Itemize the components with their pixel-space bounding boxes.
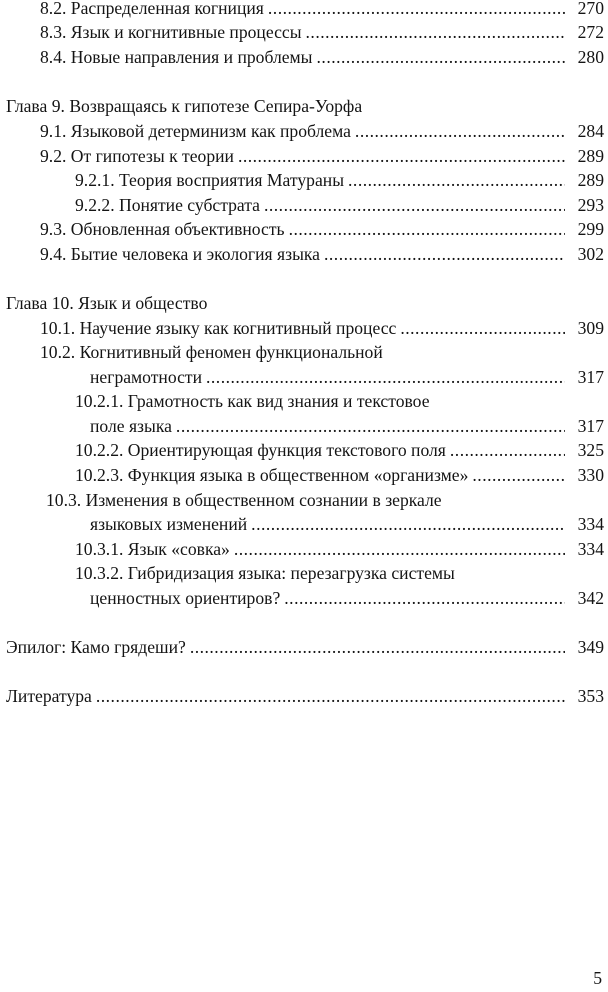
dot-leader [268, 0, 565, 21]
dot-leader [472, 462, 565, 488]
toc-entry-title: неграмотности [90, 367, 202, 387]
toc-entry-page: 293 [577, 195, 604, 215]
dot-leader [190, 634, 565, 660]
toc-entry-9-4 [0, 241, 608, 267]
toc-entry-title: 10.2.3. Функция языка в общественном «организме» [75, 465, 469, 485]
toc-entry-title: Эпилог: Камо грядеши? [6, 637, 186, 657]
toc-entry-page: 330 [577, 465, 604, 485]
dot-leader [289, 216, 565, 242]
toc-entry-page: 334 [577, 539, 604, 559]
dot-leader [355, 118, 565, 144]
toc-entry-9-2-1 [0, 167, 608, 193]
toc-entry-title: 9.2.2. Понятие субстрата [75, 195, 260, 215]
toc-entry-epilog [0, 634, 608, 660]
toc-entry-10-1 [0, 315, 608, 341]
dot-leader [306, 19, 565, 45]
toc-entry-8-4 [0, 44, 608, 70]
toc-entry-10-2-1-line1: 10.2.1. Грамотность как вид знания и текстовое [75, 391, 430, 411]
toc-entry-title: 8.4. Новые направления и проблемы [40, 47, 313, 67]
toc-entry-page: 309 [577, 318, 604, 338]
toc-entry-title: 10.1. Научение языку как когнитивный процесс [40, 318, 397, 338]
toc-entry-title: ценностных ориентиров? [90, 588, 281, 608]
dot-leader [234, 536, 565, 562]
toc-entry-10-2-line1: 10.2. Когнитивный феномен функциональной [40, 342, 383, 362]
toc-entry-page: 284 [577, 121, 604, 141]
toc-entry-title: 9.4. Бытие человека и экология языка [40, 244, 320, 264]
dot-leader [176, 413, 565, 439]
toc-entry-8-2 [0, 0, 608, 21]
dot-leader [206, 364, 565, 390]
toc-entry-title: 9.3. Обновленная объективность [40, 219, 285, 239]
toc-entry-page: 317 [577, 416, 604, 436]
toc-entry-10-3 [0, 511, 608, 537]
toc-entry-page: 299 [577, 219, 604, 239]
toc-entry-9-1 [0, 118, 608, 144]
toc-entry-title: языковых изменений [90, 514, 248, 534]
toc-entry-9-2-2 [0, 192, 608, 218]
toc-entry-page: 342 [577, 588, 604, 608]
toc-entry-10-2-3 [0, 462, 608, 488]
toc-entry-9-3 [0, 216, 608, 242]
toc-entry-10-2-1 [0, 413, 608, 439]
toc-entry-title: 8.2. Распределенная когниция [40, 0, 264, 18]
toc-entry-page: 334 [577, 514, 604, 534]
toc-entry-title: 9.2.1. Теория восприятия Матураны [75, 170, 345, 190]
dot-leader [400, 315, 565, 341]
dot-leader [284, 585, 565, 611]
toc-entry-8-3 [0, 19, 608, 45]
toc-entry-page: 349 [577, 637, 604, 657]
toc-entry-title: поле языка [90, 416, 172, 436]
dot-leader [96, 683, 565, 709]
dot-leader [348, 167, 565, 193]
dot-leader [317, 44, 565, 70]
toc-entry-page: 272 [577, 22, 604, 42]
toc-entry-page: 270 [577, 0, 604, 18]
toc-entry-page: 289 [577, 170, 604, 190]
toc-entry-page: 289 [577, 146, 604, 166]
toc-entry-title: 10.2.2. Ориентирующая функция текстового поля [75, 440, 446, 460]
toc-entry-title: 9.1. Языковой детерминизм как проблема [40, 121, 351, 141]
toc-entry-10-3-line1: 10.3. Изменения в общественном сознании в зеркале [46, 490, 442, 510]
toc-entry-title: Литература [6, 686, 92, 706]
chapter-heading-10: Глава 10. Язык и общество [6, 293, 208, 313]
toc-entry-page: 325 [577, 440, 604, 460]
toc-entry-title: 9.2. От гипотезы к теории [40, 146, 234, 166]
dot-leader [264, 192, 565, 218]
toc-entry-page: 280 [577, 47, 604, 67]
toc-entry-title: 8.3. Язык и когнитивные процессы [40, 22, 302, 42]
toc-entry-page: 302 [577, 244, 604, 264]
toc-entry-10-2-2 [0, 437, 608, 463]
page-number: 5 [593, 968, 602, 988]
toc-entry-page: 353 [577, 686, 604, 706]
toc-entry-literature [0, 683, 608, 709]
toc-entry-10-3-1 [0, 536, 608, 562]
dot-leader [251, 511, 565, 537]
toc-entry-10-2 [0, 364, 608, 390]
dot-leader [450, 437, 565, 463]
toc-entry-title: 10.3.1. Язык «совка» [75, 539, 230, 559]
chapter-heading-9: Глава 9. Возвращаясь к гипотезе Сепира-Уорфа [6, 96, 363, 116]
toc-entry-9-2 [0, 143, 608, 169]
toc-entry-10-3-2 [0, 585, 608, 611]
toc-entry-page: 317 [577, 367, 604, 387]
dot-leader [324, 241, 565, 267]
dot-leader [238, 143, 565, 169]
toc-entry-10-3-2-line1: 10.3.2. Гибридизация языка: перезагрузка системы [75, 563, 455, 583]
